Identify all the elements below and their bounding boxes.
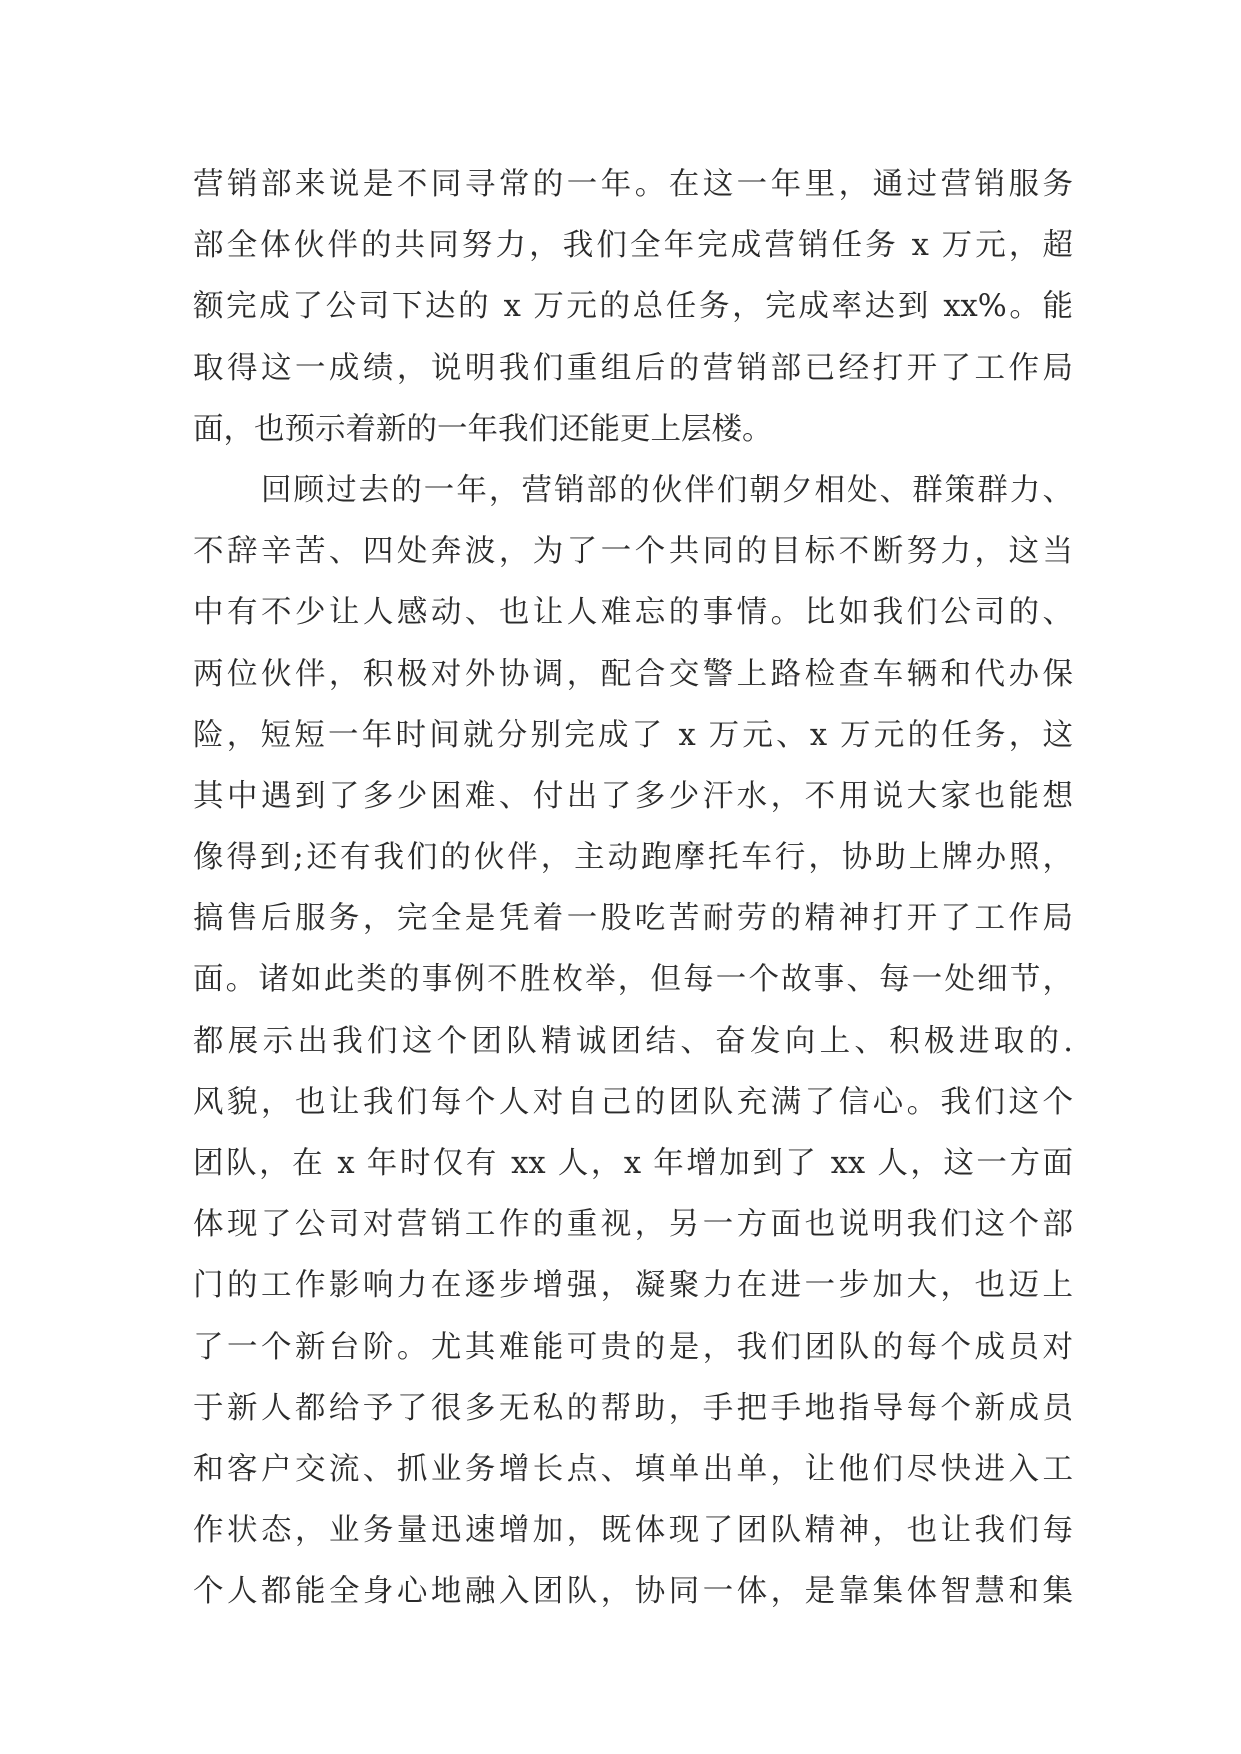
text-line: 两位伙伴，积极对外协调，配合交警上路检查车辆和代办保 bbox=[193, 656, 1073, 692]
text-line: 营销部来说是不同寻常的一年。在这一年里，通过营销服务 bbox=[193, 167, 1073, 202]
body-text bbox=[193, 154, 1073, 1623]
paragraph-first-line: 回顾过去的一年，营销部的伙伴们朝夕相处、群策群力、 bbox=[261, 472, 1073, 508]
text-line: 额完成了公司下达的 x 万元的总任务，完成率达到 xx%。能 bbox=[193, 289, 1073, 325]
text-line: 险，短短一年时间就分别完成了 x 万元、x 万元的任务，这 bbox=[193, 717, 1073, 753]
text-line: 团队，在 x 年时仅有 xx 人，x 年增加到了 xx 人，这一方面 bbox=[193, 1146, 1073, 1181]
text-line: 都展示出我们这个团队精诚团结、奋发向上、积极进取的. bbox=[193, 1023, 1073, 1059]
text-line: 体现了公司对营销工作的重视，另一方面也说明我们这个部 bbox=[193, 1207, 1073, 1243]
text-line: 搞售后服务，完全是凭着一股吃苦耐劳的精神打开了工作局 bbox=[193, 901, 1073, 937]
text-line: 部全体伙伴的共同努力，我们全年完成营销任务 x 万元，超 bbox=[193, 228, 1073, 264]
text-line: 门的工作影响力在逐步增强，凝聚力在进一步加大，也迈上 bbox=[193, 1268, 1073, 1304]
text-line: 像得到;还有我们的伙伴，主动跑摩托车行，协助上牌办照， bbox=[193, 840, 1073, 876]
text-line: 作状态，业务量迅速增加，既体现了团队精神，也让我们每 bbox=[193, 1513, 1073, 1549]
text-line: 其中遇到了多少困难、付出了多少汗水，不用说大家也能想 bbox=[193, 778, 1073, 814]
text-line: 个人都能全身心地融入团队，协同一体，是靠集体智慧和集 bbox=[193, 1574, 1073, 1610]
text-line: 和客户交流、抓业务增长点、填单出单，让他们尽快进入工 bbox=[193, 1451, 1073, 1487]
text-line: 中有不少让人感动、也让人难忘的事情。比如我们公司的、 bbox=[193, 595, 1073, 631]
text-line: 了一个新台阶。尤其难能可贵的是，我们团队的每个成员对 bbox=[193, 1329, 1073, 1365]
text-line: 风貌，也让我们每个人对自己的团队充满了信心。我们这个 bbox=[193, 1084, 1073, 1120]
text-line: 面，也预示着新的一年我们还能更上层楼。 bbox=[193, 411, 773, 447]
text-line: 取得这一成绩，说明我们重组后的营销部已经打开了工作局 bbox=[193, 350, 1073, 386]
text-line: 不辞辛苦、四处奔波，为了一个共同的目标不断努力，这当 bbox=[193, 534, 1073, 570]
text-line: 面。诸如此类的事例不胜枚举，但每一个故事、每一处细节， bbox=[193, 962, 1073, 998]
text-line: 于新人都给予了很多无私的帮助，手把手地指导每个新成员 bbox=[193, 1390, 1073, 1426]
